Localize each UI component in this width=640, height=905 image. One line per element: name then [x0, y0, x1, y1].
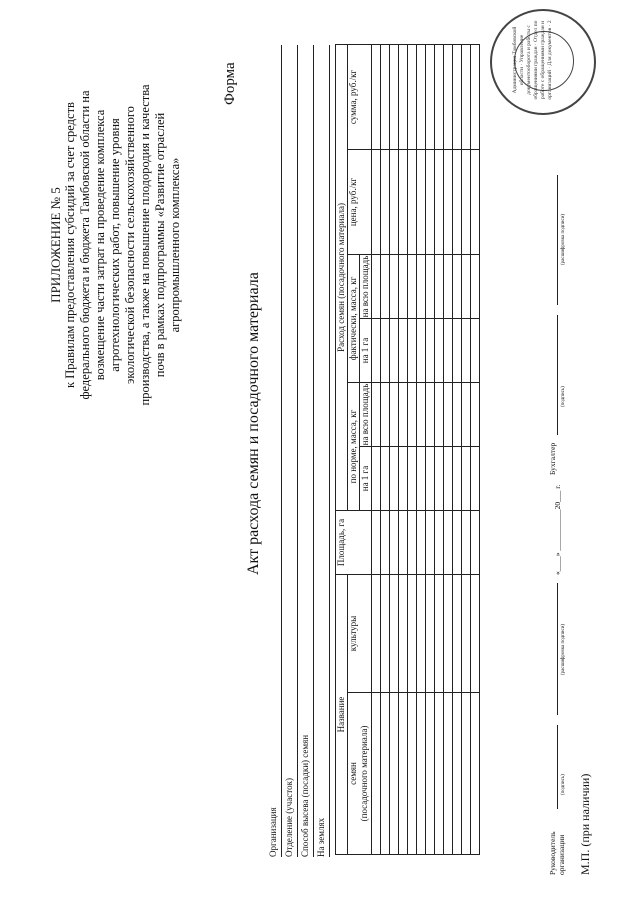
department-label: Отделение (участок): [284, 778, 294, 857]
organization-field[interactable]: [268, 45, 282, 857]
table-cell[interactable]: [417, 383, 426, 447]
table-cell[interactable]: [444, 44, 453, 149]
table-cell[interactable]: [435, 447, 444, 511]
actual-group-header: фактически, масса, кг: [348, 255, 360, 383]
table-cell[interactable]: [417, 255, 426, 319]
table-cell[interactable]: [471, 319, 480, 383]
lands-field[interactable]: [316, 45, 330, 857]
table-cell[interactable]: [372, 319, 381, 383]
appendix-line: агропромышленного комплекса»: [168, 157, 182, 333]
appendix-number: ПРИЛОЖЕНИЕ № 5: [48, 187, 63, 303]
table-cell[interactable]: [426, 255, 435, 319]
table-cell[interactable]: [372, 575, 381, 693]
table-row: [399, 44, 408, 854]
sowing-method-label: Способ высева (посадки) семян: [300, 734, 310, 857]
table-cell[interactable]: [381, 150, 390, 255]
table-cell[interactable]: [471, 511, 480, 575]
seeds-header: [348, 693, 372, 855]
table-cell[interactable]: [408, 693, 417, 855]
table-row: [444, 44, 453, 854]
table-row: [408, 44, 417, 854]
official-stamp: [490, 9, 596, 115]
table-cell[interactable]: [408, 447, 417, 511]
table-cell[interactable]: [444, 255, 453, 319]
appendix-line: производства, а также на повышение плодородия и качества: [138, 84, 152, 406]
table-cell[interactable]: [462, 575, 471, 693]
head-signature-line[interactable]: [556, 725, 558, 809]
table-cell[interactable]: [417, 693, 426, 855]
table-cell[interactable]: [408, 319, 417, 383]
table-cell[interactable]: [471, 255, 480, 319]
table-cell[interactable]: [453, 319, 462, 383]
table-cell[interactable]: [399, 150, 408, 255]
seed-consumption-table: [335, 44, 480, 855]
consumption-group-header: Расход семян (посадочного материала): [336, 44, 348, 510]
actual-per-ha-header: на 1 га: [360, 319, 372, 383]
appendix-line: к Правилам предоставления субсидий за счет средств: [63, 102, 77, 388]
table-cell[interactable]: [471, 447, 480, 511]
table-cell[interactable]: [381, 319, 390, 383]
appendix-line: экологической безопасности сельскохозяйственного: [123, 106, 137, 384]
table-cell[interactable]: [462, 44, 471, 149]
table-cell[interactable]: [453, 575, 462, 693]
table-cell[interactable]: [453, 150, 462, 255]
table-cell[interactable]: [399, 383, 408, 447]
sowing-method-field[interactable]: [300, 45, 314, 857]
table-cell[interactable]: [417, 447, 426, 511]
table-cell[interactable]: [408, 44, 417, 149]
table-cell[interactable]: [435, 693, 444, 855]
table-cell[interactable]: [435, 44, 444, 149]
table-cell[interactable]: [426, 693, 435, 855]
table-cell[interactable]: [444, 319, 453, 383]
table-cell[interactable]: [372, 447, 381, 511]
appendix-header: [48, 55, 183, 435]
head-label: Руководитель организации: [548, 831, 566, 875]
table-cell[interactable]: [426, 511, 435, 575]
table-cell[interactable]: [390, 383, 399, 447]
table-cell[interactable]: [444, 693, 453, 855]
table-cell[interactable]: [426, 575, 435, 693]
accountant-decoding-line[interactable]: [556, 175, 558, 305]
table-cell[interactable]: [471, 575, 480, 693]
head-signature-hint: (подпись): [561, 774, 566, 795]
table-cell[interactable]: [390, 693, 399, 855]
accountant-signature-hint: (подпись): [561, 386, 566, 407]
table-cell[interactable]: [444, 383, 453, 447]
table-cell[interactable]: [471, 693, 480, 855]
table-cell[interactable]: [462, 150, 471, 255]
table-row: [390, 44, 399, 854]
table-cell[interactable]: [390, 575, 399, 693]
stamp-text: Администрация Тамбовской области · Управление документооборота и работы с обращениями граждан · Отдел по работе с обращениями граждан и организаций · Для документов · 2: [512, 20, 553, 100]
crop-header: культуры: [348, 575, 372, 693]
norm-per-ha-header: на 1 га: [360, 447, 372, 511]
table-cell[interactable]: [453, 255, 462, 319]
table-cell[interactable]: [372, 150, 381, 255]
table-cell[interactable]: [444, 150, 453, 255]
table-cell[interactable]: [381, 693, 390, 855]
table-cell[interactable]: [462, 447, 471, 511]
table-cell[interactable]: [399, 693, 408, 855]
table-cell[interactable]: [435, 511, 444, 575]
table-cell[interactable]: [444, 447, 453, 511]
appendix-line: агротехнологических работ, повышение уровня: [108, 118, 122, 372]
table-cell[interactable]: [462, 693, 471, 855]
table-cell[interactable]: [417, 150, 426, 255]
table-cell[interactable]: [462, 255, 471, 319]
table-cell[interactable]: [381, 383, 390, 447]
accountant-label: Бухгалтер: [548, 442, 557, 475]
table-cell[interactable]: [471, 44, 480, 149]
table-row: [435, 44, 444, 854]
table-cell[interactable]: [462, 383, 471, 447]
table-cell[interactable]: [381, 575, 390, 693]
table-cell[interactable]: [390, 255, 399, 319]
document-title: Акт расхода семян и посадочного материала: [245, 272, 262, 575]
table-cell[interactable]: [399, 44, 408, 149]
table-cell[interactable]: [471, 150, 480, 255]
table-row: [381, 44, 390, 854]
name-group-header: Название: [336, 575, 348, 855]
table-cell[interactable]: [426, 383, 435, 447]
table-cell[interactable]: [372, 693, 381, 855]
table-cell[interactable]: [399, 511, 408, 575]
table-cell[interactable]: [381, 511, 390, 575]
table-cell[interactable]: [399, 447, 408, 511]
sum-header: сумма, руб./кг: [348, 44, 372, 149]
table-cell[interactable]: [444, 575, 453, 693]
table-cell[interactable]: [390, 447, 399, 511]
table-cell[interactable]: [426, 150, 435, 255]
area-header: Площадь, га: [336, 511, 372, 575]
table-row: [462, 44, 471, 854]
table-cell[interactable]: [399, 319, 408, 383]
table-cell[interactable]: [471, 383, 480, 447]
price-header: цена, руб./кг: [348, 150, 372, 255]
appendix-line: почв в рамках подпрограммы «Развитие отраслей: [153, 112, 167, 378]
table-cell[interactable]: [399, 575, 408, 693]
table-cell[interactable]: [435, 383, 444, 447]
organization-label: Организация: [268, 807, 278, 857]
table-cell[interactable]: [390, 150, 399, 255]
table-cell[interactable]: [408, 511, 417, 575]
table-cell[interactable]: [381, 255, 390, 319]
table-cell[interactable]: [408, 255, 417, 319]
table-cell[interactable]: [426, 319, 435, 383]
form-label: Форма: [222, 62, 238, 105]
table-cell[interactable]: [381, 44, 390, 149]
table-cell[interactable]: [453, 44, 462, 149]
date-line[interactable]: «____» ___________20___ г.: [553, 484, 562, 575]
table-row: [426, 44, 435, 854]
table-cell[interactable]: [390, 319, 399, 383]
table-row: [471, 44, 480, 854]
table-cell[interactable]: [372, 383, 381, 447]
table-cell[interactable]: [390, 44, 399, 149]
table-cell[interactable]: [435, 255, 444, 319]
accountant-signature-line[interactable]: [556, 315, 558, 435]
table-cell[interactable]: [426, 447, 435, 511]
seeds-header-label: семян: [348, 762, 358, 785]
table-cell[interactable]: [408, 383, 417, 447]
table-body: [372, 44, 480, 854]
table-cell[interactable]: [372, 255, 381, 319]
table-cell[interactable]: [426, 44, 435, 149]
department-field[interactable]: [284, 45, 298, 857]
head-decoding-hint: (расшифровка подписи): [561, 623, 566, 675]
table-cell[interactable]: [453, 693, 462, 855]
seal-label: М.П. (при наличии): [578, 773, 592, 875]
table-cell[interactable]: [453, 511, 462, 575]
head-decoding-line[interactable]: [556, 583, 558, 715]
table-cell[interactable]: [462, 511, 471, 575]
seeds-header-sub: (посадочного материала): [359, 725, 369, 822]
accountant-decoding-hint: (расшифровка подписи): [561, 213, 566, 265]
table-cell[interactable]: [372, 511, 381, 575]
table-cell[interactable]: [390, 511, 399, 575]
table-cell[interactable]: [408, 150, 417, 255]
table-cell[interactable]: [462, 319, 471, 383]
table-cell[interactable]: [435, 150, 444, 255]
table-row: [453, 44, 462, 854]
table-cell[interactable]: [453, 383, 462, 447]
table-cell[interactable]: [381, 447, 390, 511]
table-row: [372, 44, 381, 854]
table-row: [417, 44, 426, 854]
table-cell[interactable]: [435, 575, 444, 693]
table-cell[interactable]: [417, 511, 426, 575]
table-cell[interactable]: [435, 319, 444, 383]
table-cell[interactable]: [372, 44, 381, 149]
appendix-line: возмещение части затрат на проведение комплекса: [93, 109, 107, 381]
lands-label: На землях: [316, 817, 326, 857]
table-cell[interactable]: [399, 255, 408, 319]
table-cell[interactable]: [417, 44, 426, 149]
table-cell[interactable]: [453, 447, 462, 511]
norm-group-header: по норме, масса, кг: [348, 383, 360, 511]
appendix-line: федерального бюджета и бюджета Тамбовской области на: [78, 90, 92, 400]
table-cell[interactable]: [417, 575, 426, 693]
actual-whole-area-header: на всю площадь: [360, 255, 370, 318]
table-cell[interactable]: [408, 575, 417, 693]
table-cell[interactable]: [444, 511, 453, 575]
norm-whole-area-header: на всю площадь: [360, 383, 370, 446]
table-cell[interactable]: [417, 319, 426, 383]
